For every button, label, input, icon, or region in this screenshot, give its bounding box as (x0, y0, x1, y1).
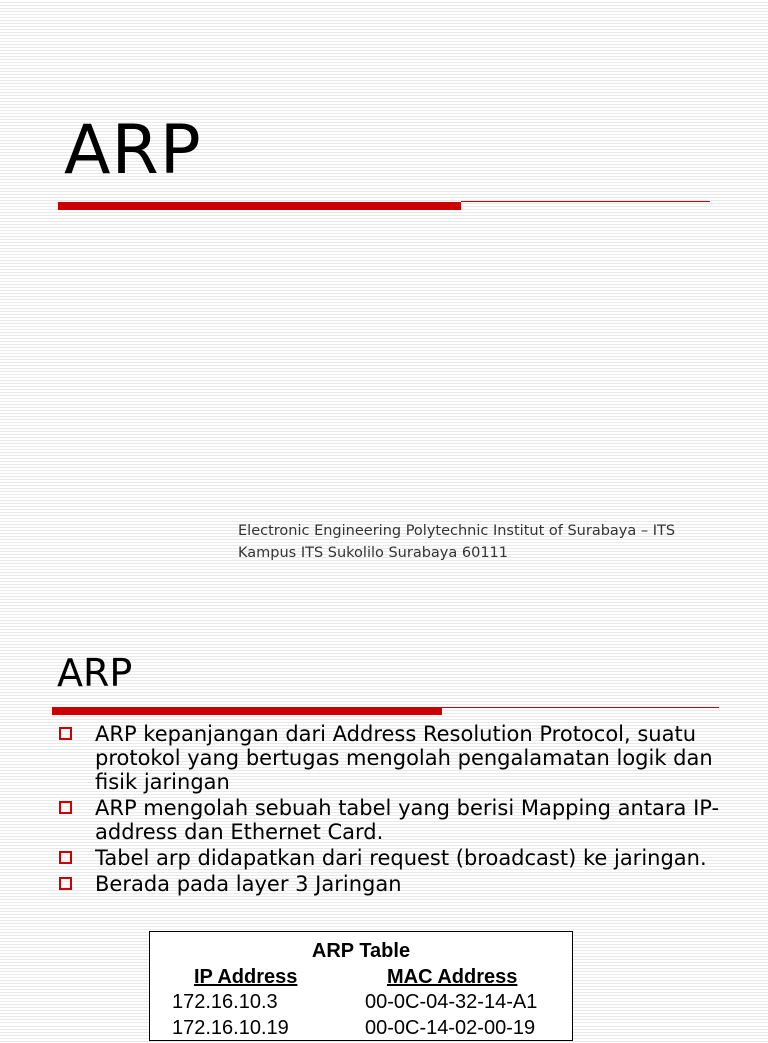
subtitle-line-2: Kampus ITS Sukolilo Surabaya 60111 (238, 545, 509, 561)
bullet-item (57, 796, 737, 844)
mac-cell: 00-0C-14-02-00-19 (365, 1017, 536, 1039)
title-underline-line (461, 201, 710, 202)
title-underline-bar (52, 707, 442, 715)
title-underline-line (442, 707, 719, 708)
arp-table (149, 931, 573, 1041)
square-bullet-icon (59, 851, 72, 864)
slide2-title: ARP (57, 651, 133, 695)
column-header-ip: IP Address (194, 966, 298, 988)
table-row (150, 991, 572, 1017)
table-title: ARP Table (311, 940, 411, 962)
bullet-text: Tabel arp didapatkan dari request (broadcast) ke jaringan. (95, 846, 707, 870)
subtitle-line-1: Electronic Engineering Polytechnic Institut of Surabaya – ITS (238, 523, 676, 539)
ip-cell: 172.16.10.3 (172, 991, 278, 1013)
column-header-mac: MAC Address (387, 966, 518, 988)
square-bullet-icon (59, 801, 72, 814)
bullet-item (57, 846, 737, 870)
mac-cell: 00-0C-04-32-14-A1 (365, 991, 538, 1013)
bullet-item (57, 722, 737, 794)
square-bullet-icon (59, 877, 72, 890)
ip-cell: 172.16.10.19 (172, 1017, 289, 1039)
slide1-title: ARP (64, 111, 202, 190)
table-row (150, 1017, 572, 1043)
bullet-item (57, 872, 737, 896)
title-underline-bar (58, 202, 461, 210)
bullet-text: Berada pada layer 3 Jaringan (95, 872, 402, 896)
square-bullet-icon (59, 727, 72, 740)
institution-subtitle (238, 520, 675, 564)
bullet-list (57, 722, 737, 898)
bullet-text: ARP mengolah sebuah tabel yang berisi Mapping antara IP-address dan Ethernet Card. (95, 796, 720, 844)
bullet-text: ARP kepanjangan dari Address Resolution Protocol, suatu protokol yang bertugas mengolah pengalamatan logik dan fisik jaringan (95, 722, 713, 794)
